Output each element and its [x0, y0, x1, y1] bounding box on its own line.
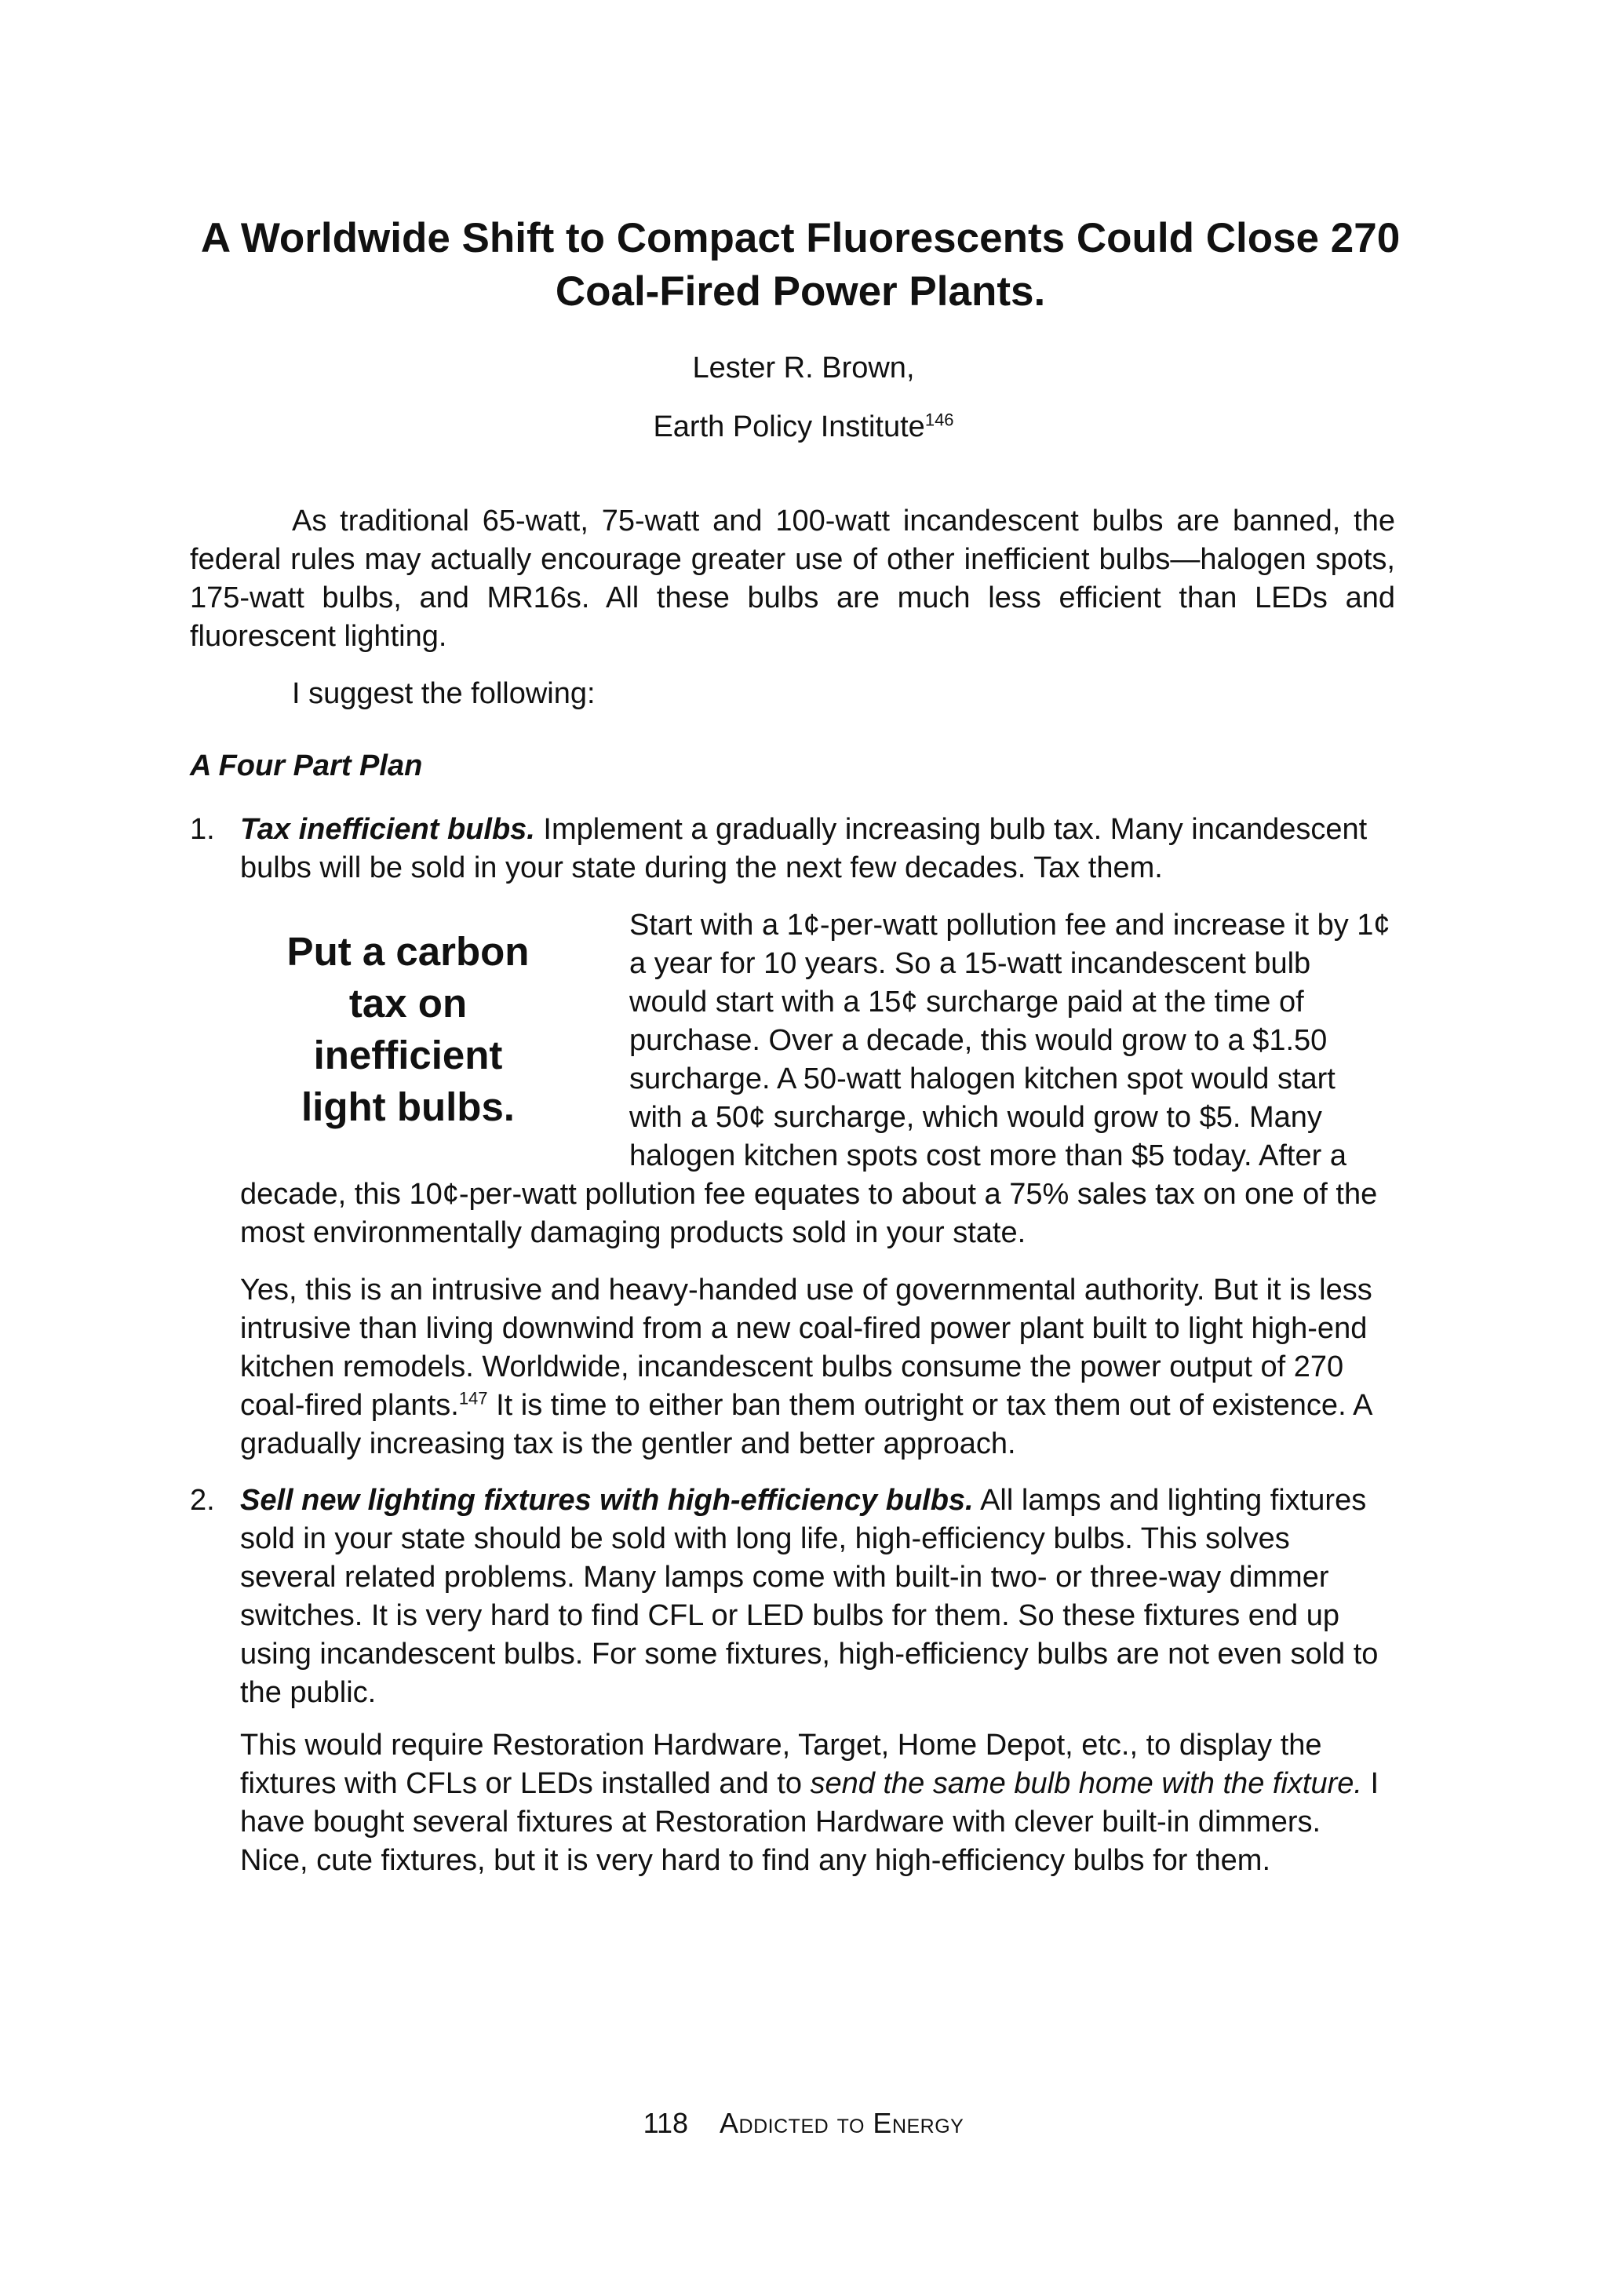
list-item-lead: Sell new lighting fixtures with high-efficiency bulbs. — [240, 1484, 974, 1517]
suggest-line: I suggest the following: — [292, 677, 596, 710]
intro-paragraph: As traditional 65-watt, 75-watt and 100-watt incandescent bulbs are banned, the federal rules may actually encourage greater use of other inefficient bulbs—halogen spots, 175-watt bulbs, and MR16s. All these bulbs are much less efficient than LEDs and fluorescent lighting. — [190, 505, 1395, 653]
list-number: 2. — [190, 1484, 215, 1517]
section-heading: A Four Part Plan — [190, 749, 423, 782]
list-item-lead: Tax inefficient bulbs. — [240, 813, 535, 846]
paragraph-text: This would require Restoration Hardware, Target, Home Depot, etc., to display the fixtures with CFLs or LEDs installed and to — [240, 1729, 1322, 1800]
list-item-body: Implement a gradually increasing bulb tax. Many incandescent bulbs will be sold in your state during the next few decades. Tax them. — [240, 813, 1368, 884]
page-number: 118 — [643, 2107, 689, 2139]
footnote-marker: 147 — [458, 1388, 488, 1409]
pull-quote: Put a carbon tax on inefficient light bulbs. — [286, 929, 530, 1129]
paragraph-text: Yes, this is an intrusive and heavy-handed use of governmental authority. But it is less intrusive than living downwind from a new coal-fired power plant built to light high-end kitchen remodels. Worldwide, incandescent bulbs consume the power output of 270 coal-fired plants. — [240, 1274, 1372, 1422]
wrapped-paragraph-continued: decade, this 10¢-per-watt pollution fee equates to about a 75% sales tax on one of the most environmentally damaging products sold in your state. — [240, 1178, 1378, 1249]
paragraph-text: It is time to either ban them outright or tax them out of existence. A gradually increasing tax is the gentler and better approach. — [240, 1389, 1372, 1460]
author-org-text: Earth Policy Institute — [653, 410, 925, 443]
article-title: A Worldwide Shift to Compact Fluorescents Could Close 270 Coal-Fired Power Plants. — [200, 215, 1401, 315]
wrapped-paragraph: Start with a 1¢-per-watt pollution fee and increase it by 1¢ a year for 10 years. So a 15-watt incandescent bulb would start with a 15¢ surcharge paid at the time of purchase. Over a decade, this would grow to a $1.50 surcharge. A 50-watt halogen kitchen spot would start with a 50¢ surcharge, which would grow to $5. Many halogen kitchen spots cost more than $5 today. After a — [629, 909, 1390, 1172]
list-item-paragraph — [240, 1271, 1394, 1463]
author-name: Lester R. Brown, — [692, 352, 915, 384]
paragraph-emphasis: send the same bulb home with the fixture. — [810, 1767, 1362, 1800]
list-item-paragraph — [240, 1726, 1394, 1880]
running-title: Addicted to Energy — [720, 2107, 964, 2139]
list-item-text — [240, 1481, 1394, 1712]
list-item-text — [240, 811, 1394, 887]
page-footer — [0, 2106, 1607, 2141]
paragraph-text: I have bought several fixtures at Restoration Hardware with clever built-in dimmers. Nice, cute fixtures, but it is very hard to find any high-efficiency bulbs for them. — [240, 1767, 1379, 1877]
list-number: 1. — [190, 813, 215, 846]
footnote-marker: 146 — [924, 410, 954, 430]
list-item-body: All lamps and lighting fixtures sold in your state should be sold with long life, high-efficiency bulbs. This solves several related problems. Many lamps come with built-in two- or three-way dimmer switches. It is very hard to find CFL or LED bulbs for them. So these fixtures end up using incandescent bulbs. For some fixtures, high-efficiency bulbs are not even sold to the public. — [240, 1484, 1379, 1709]
author-affiliation — [0, 408, 1607, 446]
